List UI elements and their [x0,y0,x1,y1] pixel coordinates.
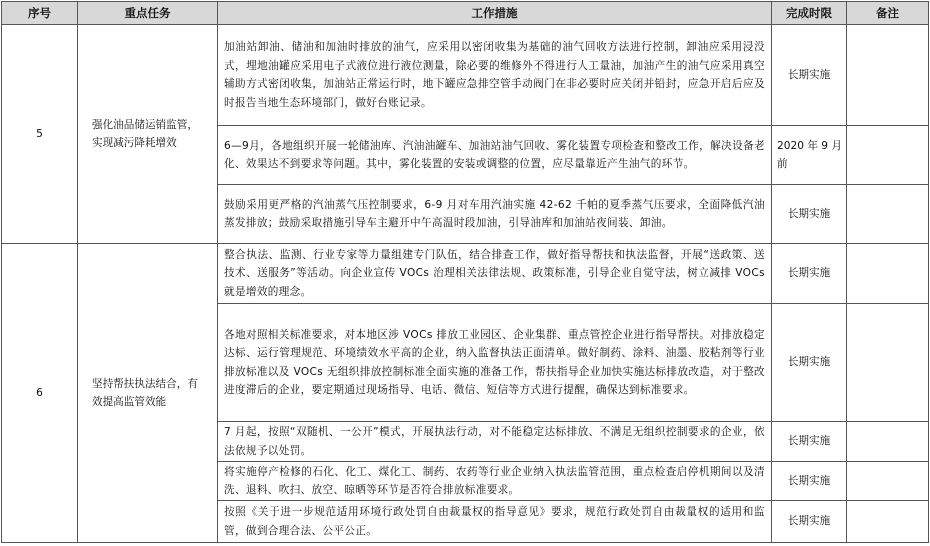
measure-text: 鼓励采用更严格的汽油蒸气压控制要求，6-9 月对车用汽油实施 42-62 千帕的夏季蒸气压要求，全面降低汽油蒸发排放；鼓励采取措施引导车主避开中午高温时段加油，引导油库和加油站夜间装、卸油。 [218,185,772,244]
measure-text: 整合执法、监测、行业专家等力量组建专门队伍，结合排查工作，做好指导帮扶和执法监督，开展“送政策、送技术、送服务”等活动。向企业宣传 VOCs 治理相关法律法规、政策标准，引导企业自觉守法，树立减排 VOCs 就是增效的理念。 [218,244,772,304]
deadline-text: 长期实施 [772,185,847,244]
measure-text: 各地对照相关标准要求，对本地区涉 VOCs 排放工业园区、企业集群、重点管控企业进行指导帮扶。对排放稳定达标、运行管理规范、环境绩效水平高的企业，纳入监督执法正面清单。做好制药、涂料、油墨、胶粘剂等行业排放标准以及 VOCs 无组织排放控制标准全面实施的准备工作，帮扶指导企业加快实施达标排放改造，对于整改进度滞后的企业，要定期通过现场指导、电话、微信、短信等方式进行提醒，确保达到标准要求。 [218,304,772,422]
deadline-text: 长期实施 [772,422,847,462]
group-task: 强化油品储运销监管，实现减污降耗增效 [78,25,218,244]
group-number: 5 [2,25,78,244]
measure-text: 加油站卸油、储油和加油时排放的油气，应采用以密闭收集为基础的油气回收方法进行控制，卸油应采用浸没式，埋地油罐应采用电子式液位进行液位测量，除必要的维修外不得进行人工量油，加油产生的油气应采用真空辅助方式密闭收集，加油站正常运行时，地下罐应急排空管手动阀门在非必要时应关闭并铅封，应急开启后应及时报告当地生态环境部门，做好台账记录。 [218,25,772,126]
deadline-text: 长期实施 [772,25,847,126]
measure-text: 将实施停产检修的石化、化工、煤化工、制药、农药等行业企业纳入执法监管范围，重点检查启停机期间以及清洗、退料、吹扫、放空、晾晒等环节是否符合排放标准要求。 [218,462,772,501]
group-number: 6 [2,244,78,543]
note-cell [847,462,929,501]
table-header-row [2,2,929,25]
note-cell [847,185,929,244]
measure-text: 6—9月，各地组织开展一轮储油库、汽油油罐车、加油站油气回收、雾化装置专项检查和整改工作，解决设备老化、效果达不到要求等问题。其中，雾化装置的安装或调整的位置，应尽量靠近产生油气的环节。 [218,126,772,185]
table-row [2,25,929,126]
header-note: 备注 [847,2,929,25]
group-task: 坚持帮扶执法结合，有效提高监管效能 [78,244,218,543]
note-cell [847,126,929,185]
note-cell [847,501,929,543]
work-measures-table [1,1,929,543]
header-measure: 工作措施 [218,2,772,25]
note-cell [847,304,929,422]
header-no: 序号 [2,2,78,25]
header-deadline: 完成时限 [772,2,847,25]
deadline-text: 长期实施 [772,244,847,304]
deadline-text: 长期实施 [772,304,847,422]
note-cell [847,244,929,304]
deadline-text: 2020 年 9 月前 [772,126,847,185]
deadline-text: 长期实施 [772,501,847,543]
note-cell [847,422,929,462]
header-task: 重点任务 [78,2,218,25]
measure-text: 按照《关于进一步规范适用环境行政处罚自由裁量权的指导意见》要求，规范行政处罚自由裁量权的适用和监管，做到合理合法、公平公正。 [218,501,772,543]
deadline-text: 长期实施 [772,462,847,501]
table-row [2,244,929,304]
note-cell [847,25,929,126]
measure-text: 7 月起，按照“双随机、一公开”模式，开展执法行动，对不能稳定达标排放、不满足无组织控制要求的企业，依法依规予以处罚。 [218,422,772,462]
